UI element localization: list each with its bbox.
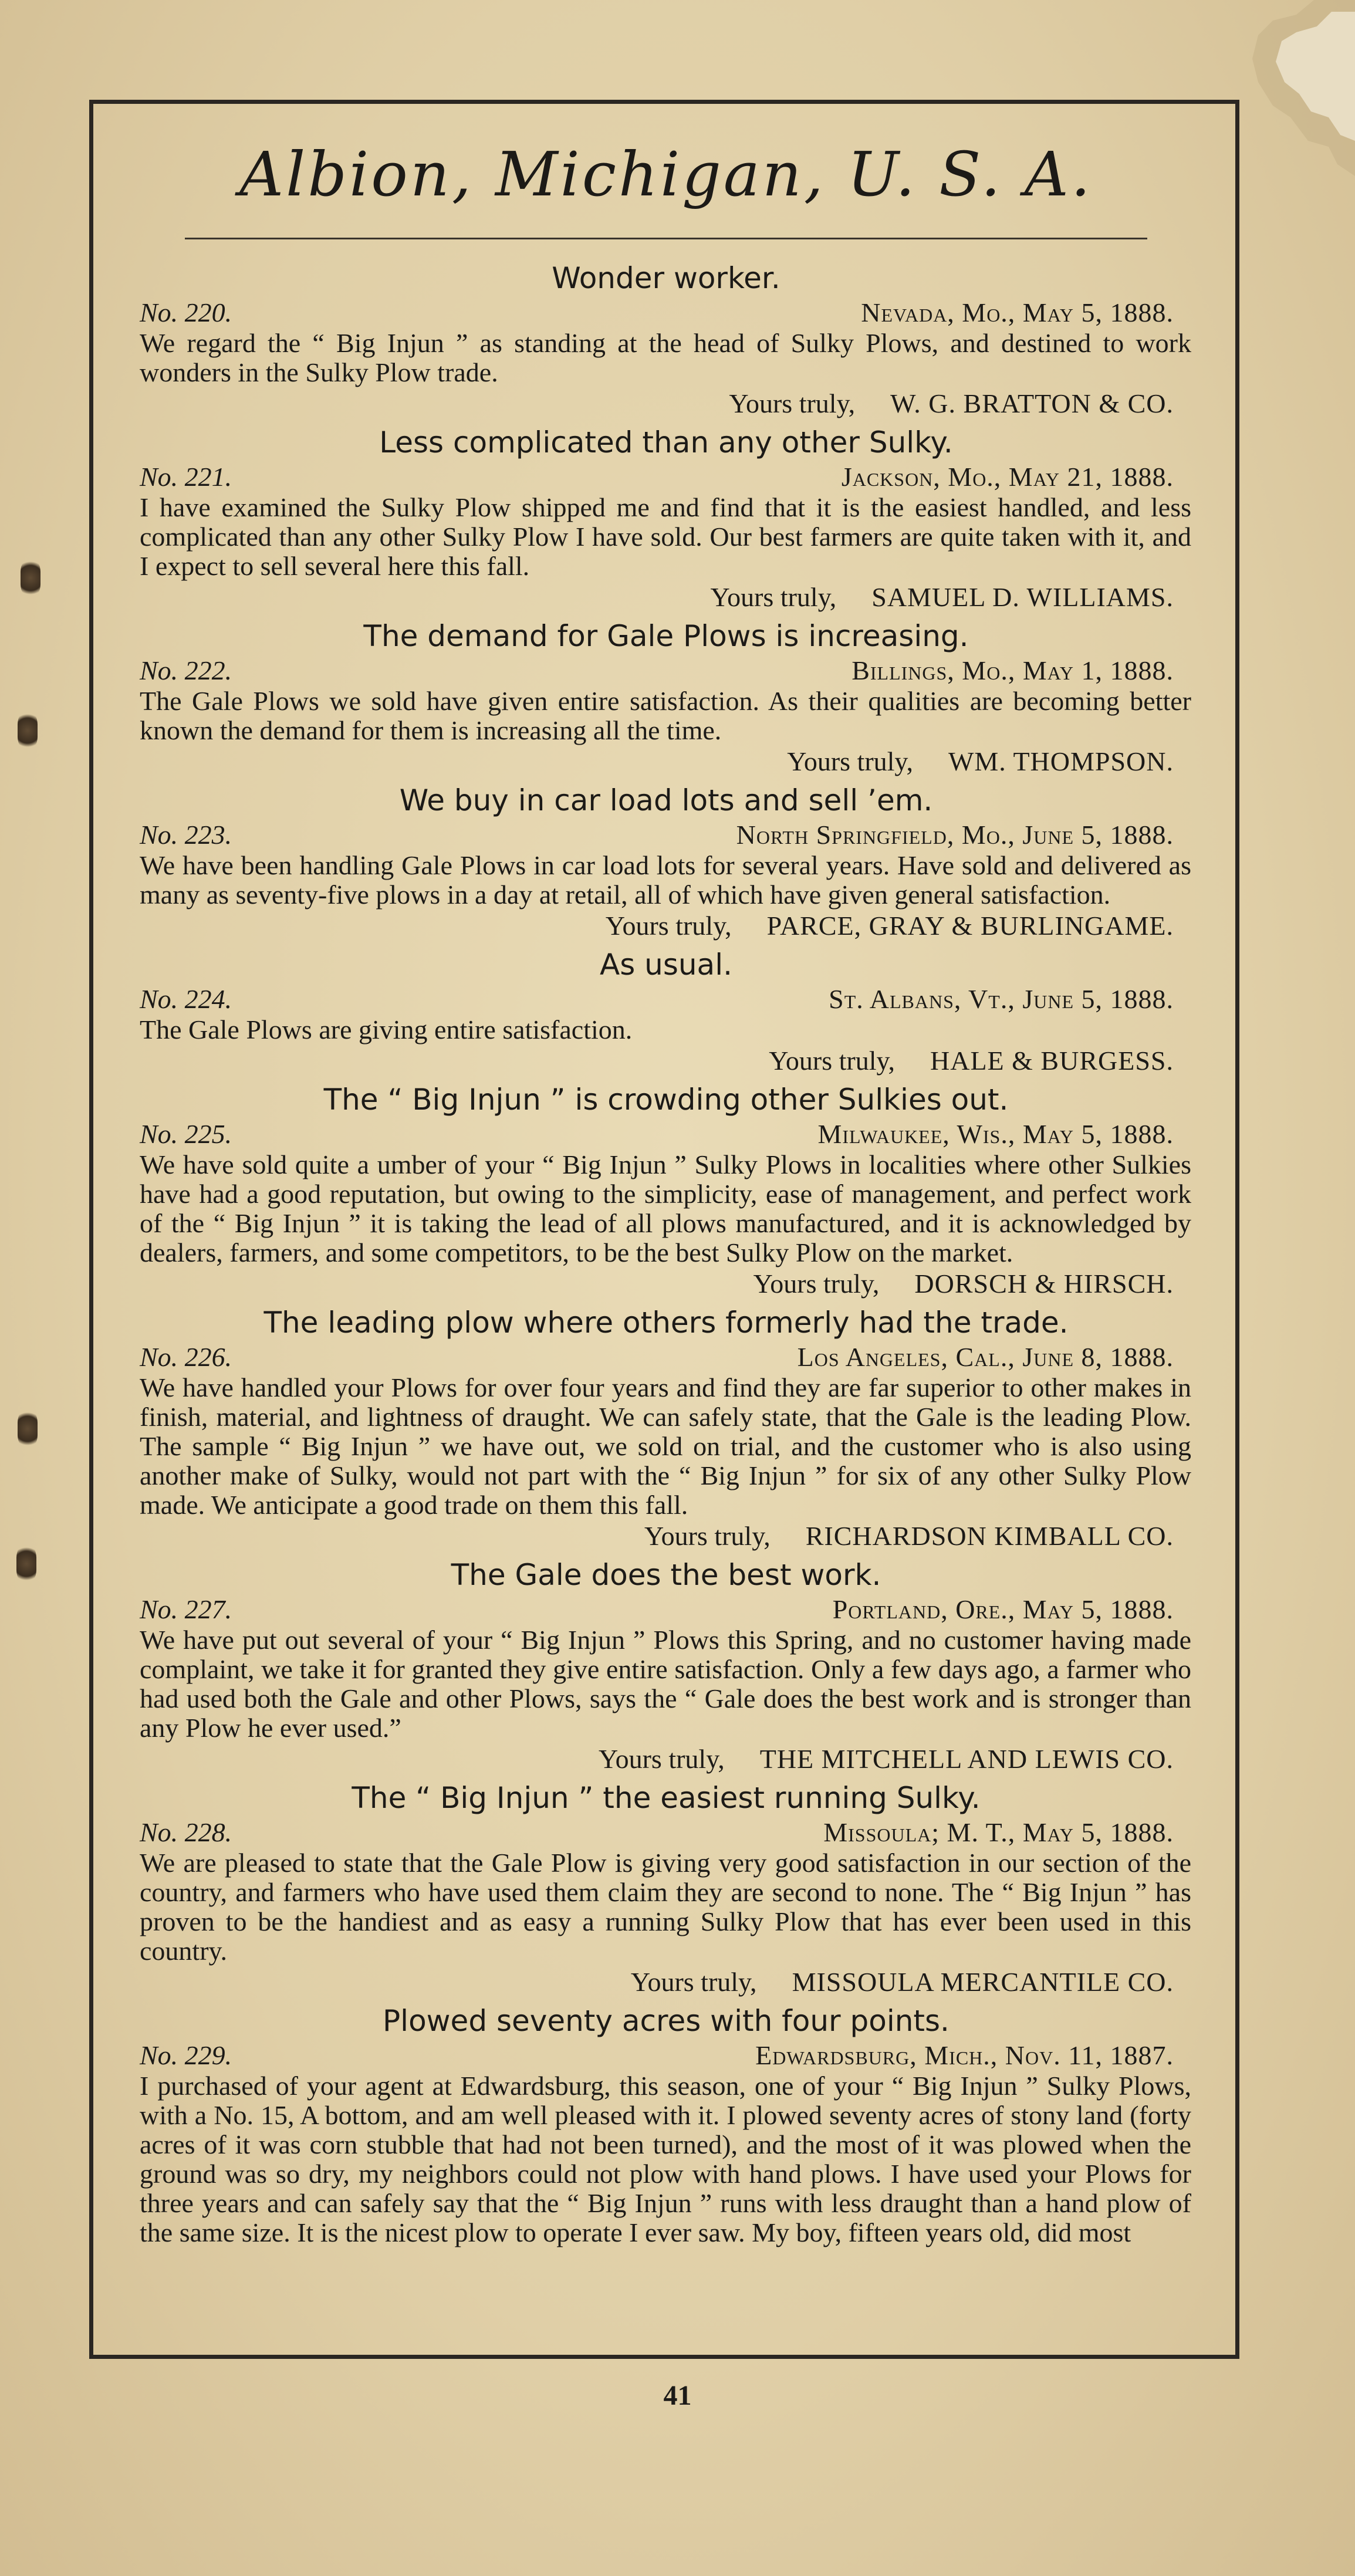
letter-signer: PARCE, GRAY & BURLINGAME. — [766, 911, 1174, 941]
letter-place-date: Missoula; M. T., May 5, 1888. — [823, 1817, 1174, 1848]
letter-body: We have been handling Gale Plows in car load lots for several years. Have sold and delivered as many as seventy-five plows in a day at retail, all of which have given general satisfaction. — [140, 850, 1191, 910]
letter-place-date: Portland, Ore., May 5, 1888. — [832, 1594, 1174, 1625]
masthead-rule — [185, 238, 1147, 239]
letter-place-date: Los Angeles, Cal., June 8, 1888. — [797, 1342, 1174, 1372]
testimonial — [135, 1556, 1197, 1776]
letter-signer: HALE & BURGESS. — [930, 1046, 1174, 1076]
letter-body: We have handled your Plows for over four years and find they are far superior to other makes in finish, material, and lightness of draught. We can safely state, that the Gale is the leading Plow. The sample “ Big Injun ” we have out, we sold on trial, and the customer who is also using another make of Sulky, would not part with the “ Big Injun ” for six of any other Sulky Plow made. We anticipate a good trade on them this fall. — [140, 1372, 1191, 1520]
letter-signer: WM. THOMPSON. — [948, 746, 1174, 777]
letter-signer: THE MITCHELL AND LEWIS CO. — [759, 1744, 1174, 1774]
letter-number: No. 223. — [140, 820, 232, 850]
letter-place-date: Jackson, Mo., May 21, 1888. — [841, 462, 1174, 492]
testimonial — [135, 1779, 1197, 1999]
testimonial-dateline — [135, 1594, 1174, 1625]
letter-place-date: Edwardsburg, Mich., Nov. 11, 1887. — [755, 2040, 1174, 2071]
letter-number: No. 220. — [140, 298, 232, 328]
testimonial-heading: The Gale does the best work. — [451, 1558, 881, 1593]
letter-closing: Yours truly, — [787, 746, 913, 777]
letter-place-date: North Springfield, Mo., June 5, 1888. — [736, 820, 1174, 850]
letter-body: The Gale Plows we sold have given entire satisfaction. As their qualities are becoming better known the demand for them is increasing all the time. — [140, 686, 1191, 746]
letter-place-date: Billings, Mo., May 1, 1888. — [851, 655, 1174, 686]
testimonial-dateline — [135, 297, 1174, 329]
letter-signature — [135, 1743, 1174, 1776]
letter-number: No. 225. — [140, 1119, 232, 1150]
letter-number: No. 224. — [140, 984, 232, 1015]
binding-mark — [18, 1408, 38, 1449]
letter-signer: W. G. BRATTON & CO. — [890, 388, 1174, 419]
letter-body: We have put out several of your “ Big Injun ” Plows this Spring, and no customer having made complaint, we take it for granted they give entire satisfaction. Only a few days ago, a farmer who had used both the Gale and other Plows, says the “ Gale does the best work and is stronger than any Plow he ever used.” — [140, 1625, 1191, 1743]
letter-place-date: St. Albans, Vt., June 5, 1888. — [829, 984, 1174, 1015]
testimonial-heading: The “ Big Injun ” the easiest running Sulky. — [352, 1781, 981, 1816]
letter-body: We are pleased to state that the Gale Plow is giving very good satisfaction in our section of the country, and farmers who have used them claim they are second to none. The “ Big Injun ” has proven to be the handiest and as easy a running Sulky Plow that has ever been used in this country. — [140, 1848, 1191, 1966]
testimonial — [135, 946, 1197, 1077]
letter-body: I have examined the Sulky Plow shipped me and find that it is the easiest handled, and less complicated than any other Sulky Plow I have sold. Our best farmers are quite taken with it, and I expect to sell several here this fall. — [140, 492, 1191, 582]
letter-body: We regard the “ Big Injun ” as standing at the head of Sulky Plows, and destined to work wonders in the Sulky Plow trade. — [140, 328, 1191, 388]
letter-number: No. 229. — [140, 2040, 232, 2071]
testimonial-heading: The “ Big Injun ” is crowding other Sulkies out. — [323, 1083, 1009, 1117]
letter-number: No. 227. — [140, 1594, 232, 1625]
letter-closing: Yours truly, — [729, 388, 856, 419]
letter-body: The Gale Plows are giving entire satisfaction. — [140, 1015, 633, 1045]
testimonial-heading: We buy in car load lots and sell ’em. — [399, 783, 933, 818]
letter-signer: RICHARDSON KIMBALL CO. — [805, 1521, 1174, 1551]
page-content — [135, 117, 1197, 2247]
testimonial — [135, 424, 1197, 614]
letter-number: No. 221. — [140, 462, 232, 492]
letter-signer: DORSCH & HIRSCH. — [914, 1269, 1174, 1299]
letter-signature — [135, 910, 1174, 942]
letter-place-date: Milwaukee, Wis., May 5, 1888. — [817, 1119, 1174, 1150]
testimonial — [135, 259, 1197, 420]
testimonial — [135, 2002, 1197, 2247]
binding-mark — [18, 710, 38, 751]
testimonial-dateline — [135, 1341, 1174, 1373]
letter-signature — [135, 1267, 1174, 1300]
binding-mark — [16, 1543, 36, 1584]
letter-place-date: Nevada, Mo., May 5, 1888. — [861, 298, 1174, 328]
letter-closing: Yours truly, — [630, 1967, 757, 1997]
page-number: 41 — [663, 2380, 692, 2411]
letter-signer: SAMUEL D. WILLIAMS. — [871, 582, 1174, 613]
testimonial-heading: Plowed seventy acres with four points. — [383, 2004, 949, 2039]
letter-number: No. 226. — [140, 1342, 232, 1372]
letter-number: No. 228. — [140, 1817, 232, 1848]
testimonial-dateline — [135, 461, 1174, 493]
testimonial — [135, 617, 1197, 778]
testimonial-dateline — [135, 1817, 1174, 1848]
letter-body: We have sold quite a umber of your “ Big Injun ” Sulky Plows in localities where other Sulkies have had a good reputation, but owing to the simplicity, ease of management, and perfect work of the “ Big Injun ” it is taking the lead of all plows manufactured, and it is acknowledged by dealers, farmers, and some competitors, to be the best Sulky Plow on the market. — [140, 1150, 1191, 1268]
letter-signature — [135, 581, 1174, 614]
letter-number: No. 222. — [140, 655, 232, 686]
testimonial-dateline — [135, 2040, 1174, 2071]
testimonial — [135, 1081, 1197, 1300]
letter-body: I purchased of your agent at Edwardsburg, this season, one of your “ Big Injun ” Sulky Plows, with a No. 15, A bottom, and am well pleased with it. I plowed seventy acres of stony land (forty acres of it was corn stubble that had not been turned), and the most of it was plowed when the ground was so dry, my neighbors could not plow with hand plows. I have used your Plows for three years and can safely say that the “ Big Injun ” runs with less draught than a hand plow of the same size. It is the nicest plow to operate I ever saw. My boy, fifteen years old, did most — [140, 2071, 1191, 2248]
letter-closing: Yours truly, — [605, 911, 732, 941]
letter-closing: Yours truly, — [599, 1744, 725, 1774]
testimonial-heading: Wonder worker. — [552, 261, 780, 296]
testimonial-dateline — [135, 819, 1174, 851]
letter-signature — [135, 745, 1174, 778]
letter-signature — [135, 1966, 1174, 1999]
testimonial-dateline — [135, 1118, 1174, 1150]
letter-closing: Yours truly, — [644, 1521, 771, 1551]
testimonial-heading: The leading plow where others formerly had the trade. — [263, 1306, 1069, 1340]
letter-closing: Yours truly, — [753, 1269, 880, 1299]
testimonial-dateline — [135, 983, 1174, 1015]
masthead-title: Albion, Michigan, U. S. A. — [239, 138, 1093, 210]
letter-closing: Yours truly, — [710, 582, 837, 613]
testimonial-list — [135, 259, 1197, 2247]
letter-signature — [135, 387, 1174, 420]
testimonial — [135, 1304, 1197, 1553]
testimonial — [135, 782, 1197, 942]
letter-signer: MISSOULA MERCANTILE CO. — [792, 1967, 1174, 1997]
binding-mark — [21, 557, 40, 599]
testimonial-heading: As usual. — [599, 948, 732, 982]
testimonial-heading: Less complicated than any other Sulky. — [379, 425, 953, 460]
letter-closing: Yours truly, — [769, 1046, 896, 1076]
testimonial-heading: The demand for Gale Plows is increasing. — [363, 619, 969, 654]
letter-signature — [135, 1520, 1174, 1553]
letter-signature — [135, 1044, 1174, 1077]
testimonial-dateline — [135, 655, 1174, 687]
